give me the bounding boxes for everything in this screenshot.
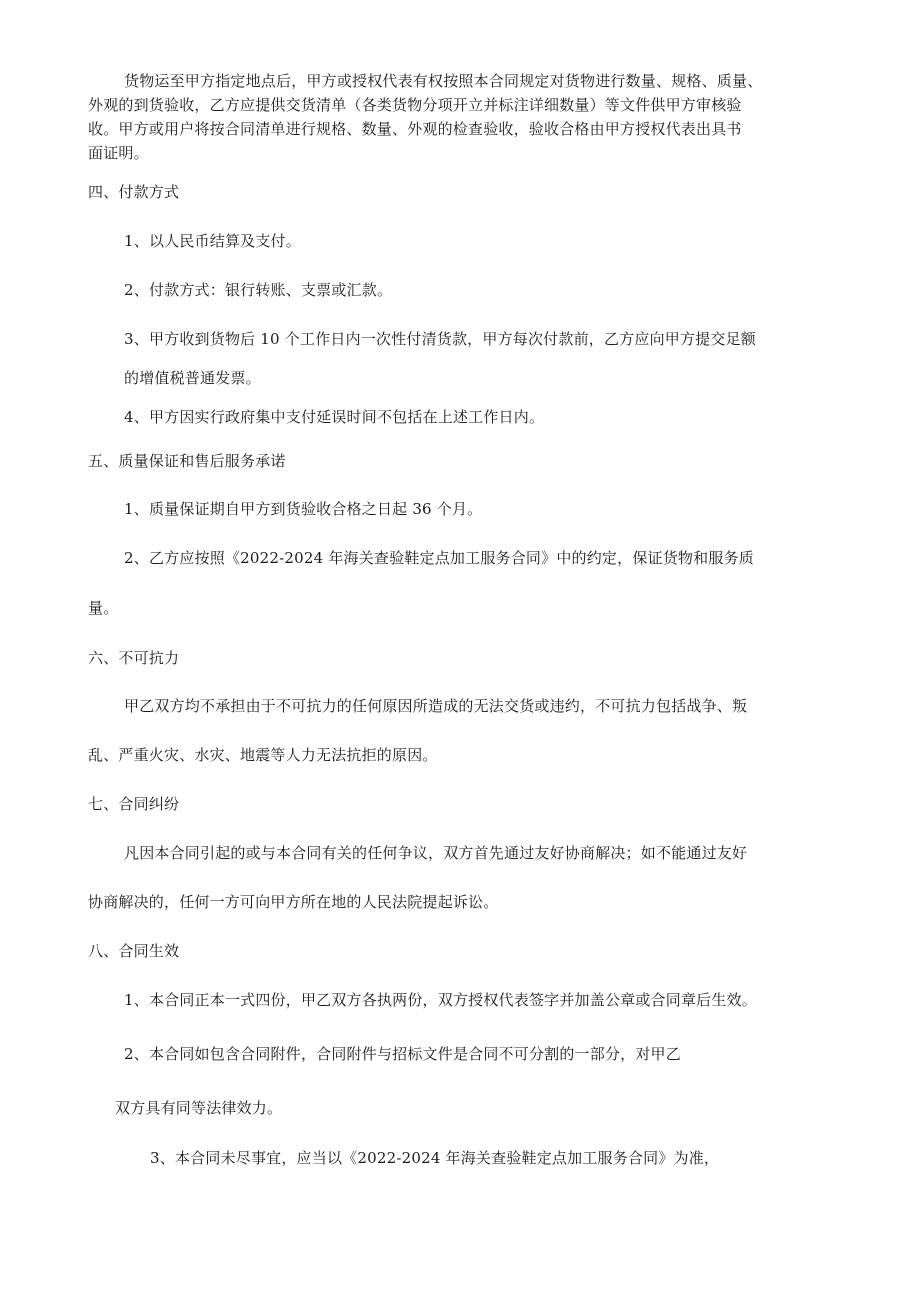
section-7-heading: 七、合同纠纷 <box>88 795 180 813</box>
intro-line-2: 外观的到货验收，乙方应提供交货清单（各类货物分项开立并标注详细数量）等文件供甲方审核验 <box>88 96 742 114</box>
intro-line-4: 面证明。 <box>88 144 149 162</box>
section-8-item-1: 1、本合同正本一式四份，甲乙双方各执两份，双方授权代表签字并加盖公章或合同章后生效。 <box>124 991 757 1009</box>
section-4-item-3-line-1: 3、甲方收到货物后 10 个工作日内一次性付清货款，甲方每次付款前，乙方应向甲方提交足额 <box>124 330 756 348</box>
section-5-item-2-line-2: 量。 <box>88 599 119 617</box>
section-5-item-2-line-1: 2、乙方应按照《2022-2024 年海关查验鞋定点加工服务合同》中的约定，保证货物和服务质 <box>124 549 754 567</box>
section-4-item-4: 4、甲方因实行政府集中支付延误时间不包括在上述工作日内。 <box>124 408 545 426</box>
section-8-item-2-line-2: 双方具有同等法律效力。 <box>115 1099 283 1117</box>
section-7-para-line-2: 协商解决的，任何一方可向甲方所在地的人民法院提起诉讼。 <box>88 893 499 911</box>
section-5-heading: 五、质量保证和售后服务承诺 <box>88 452 286 470</box>
intro-line-3: 收。甲方或用户将按合同清单进行规格、数量、外观的检查验收，验收合格由甲方授权代表出具书 <box>88 120 742 138</box>
section-8-heading: 八、合同生效 <box>88 942 180 960</box>
section-4-item-1: 1、以人民币结算及支付。 <box>124 232 301 250</box>
section-4-item-2: 2、付款方式：银行转账、支票或汇款。 <box>124 281 393 299</box>
section-4-item-3-line-2: 的增值税普通发票。 <box>124 369 261 387</box>
section-8-item-2-line-1: 2、本合同如包含合同附件，合同附件与招标文件是合同不可分割的一部分，对甲乙 <box>124 1045 681 1063</box>
section-6-para-line-1: 甲乙双方均不承担由于不可抗力的任何原因所造成的无法交货或违约，不可抗力包括战争、叛 <box>124 697 748 715</box>
intro-line-1: 货物运至甲方指定地点后，甲方或授权代表有权按照本合同规定对货物进行数量、规格、质量、 <box>124 72 763 90</box>
section-4-heading: 四、付款方式 <box>88 183 180 201</box>
section-6-para-line-2: 乱、严重火灾、水灾、地震等人力无法抗拒的原因。 <box>88 746 438 764</box>
section-7-para-line-1: 凡因本合同引起的或与本合同有关的任何争议，双方首先通过友好协商解决；如不能通过友好 <box>124 844 748 862</box>
section-8-item-3: 3、本合同未尽事宜，应当以《2022-2024 年海关查验鞋定点加工服务合同》为准， <box>150 1149 720 1167</box>
section-6-heading: 六、不可抗力 <box>88 649 180 667</box>
section-5-item-1: 1、质量保证期自甲方到货验收合格之日起 36 个月。 <box>124 500 483 518</box>
